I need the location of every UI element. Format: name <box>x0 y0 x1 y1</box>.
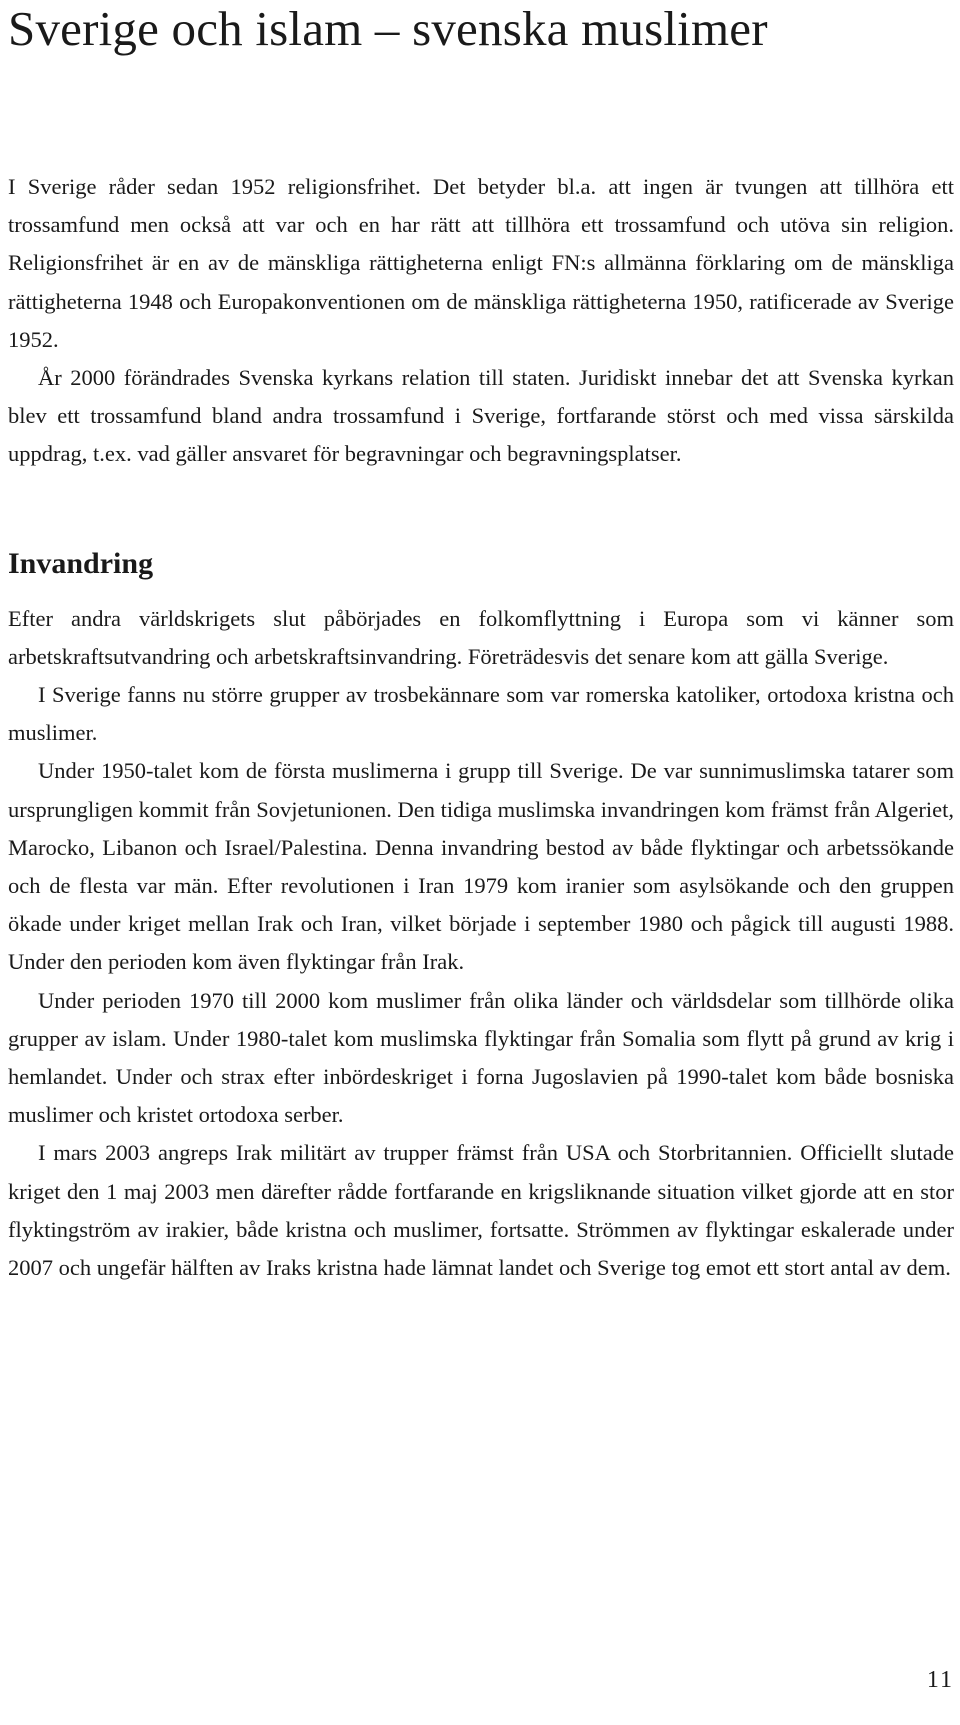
document-page <box>8 0 954 1287</box>
paragraph: Under perioden 1970 till 2000 kom muslimer från olika länder och världsdelar som tillhörde olika grupper av islam. Under 1980-talet kom muslimska flyktingar från Somalia som flytt på grund av krig i hemlandet. Under och strax efter inbördeskriget i forna Jugoslavien på 1990-talet kom både bosniska muslimer och kristet ortodoxa serber. <box>8 987 954 1128</box>
invandring-section <box>8 600 954 1288</box>
paragraph: I Sverige råder sedan 1952 religionsfrihet. Det betyder bl.a. att ingen är tvungen att tillhöra ett trossamfund men också att var och en har rätt att tillhöra ett trossamfund och utöva sin religion. Religionsfrihet är en av de mänskliga rättigheterna enligt FN:s allmänna förklaring om de mänskliga rättigheterna 1948 och Europakonventionen om de mänskliga rättigheterna 1950, ratificerade av Sverige 1952. <box>8 173 954 352</box>
paragraph: Efter andra världskrigets slut påbörjades en folkomflyttning i Europa som vi känner som arbetskraftsutvandring och arbetskraftsinvandring. Företrädesvis det senare kom att gälla Sverige. <box>8 605 954 669</box>
paragraph: År 2000 förändrades Svenska kyrkans relation till staten. Juridiskt innebar det att Svenska kyrkan blev ett trossamfund bland andra trossamfund i Sverige, fortfarande störst och med vissa särskilda uppdrag, t.ex. vad gäller ansvaret för begravningar och begravningsplatser. <box>8 364 954 467</box>
page-title: Sverige och islam – svenska muslimer <box>8 1 768 56</box>
intro-section <box>8 168 954 474</box>
paragraph: I mars 2003 angreps Irak militärt av trupper främst från USA och Storbritannien. Officiellt slutade kriget den 1 maj 2003 men därefter rådde fortfarande en krigsliknande situation vilket gjorde att en stor flyktingström av irakier, både kristna och muslimer, fortsatte. Strömmen av flyktingar eskalerade under 2007 och ungefär hälften av Iraks kristna hade lämnat landet och Sverige tog emot ett stort antal av dem. <box>8 1140 954 1280</box>
paragraph: I Sverige fanns nu större grupper av trosbekännare som var romerska katoliker, ortodoxa kristna och muslimer. <box>8 681 954 746</box>
section-heading: Invandring <box>8 546 154 580</box>
paragraph: Under 1950-talet kom de första muslimerna i grupp till Sverige. De var sunnimuslimska tatarer som ursprungligen kommit från Sovjetunionen. Den tidiga muslimska invandringen kom främst från Algeriet, Marocko, Libanon och Israel/Palestina. Denna invandring bestod av både flyktingar och arbetssökande och de flesta var män. Efter revolutionen i Iran 1979 kom iranier som asylsökande och den gruppen ökade under kriget mellan Irak och Iran, vilket började i september 1980 och pågick till augusti 1988. Under den perioden kom även flyktingar från Irak. <box>8 758 954 975</box>
page-number: 11 <box>926 1667 954 1693</box>
